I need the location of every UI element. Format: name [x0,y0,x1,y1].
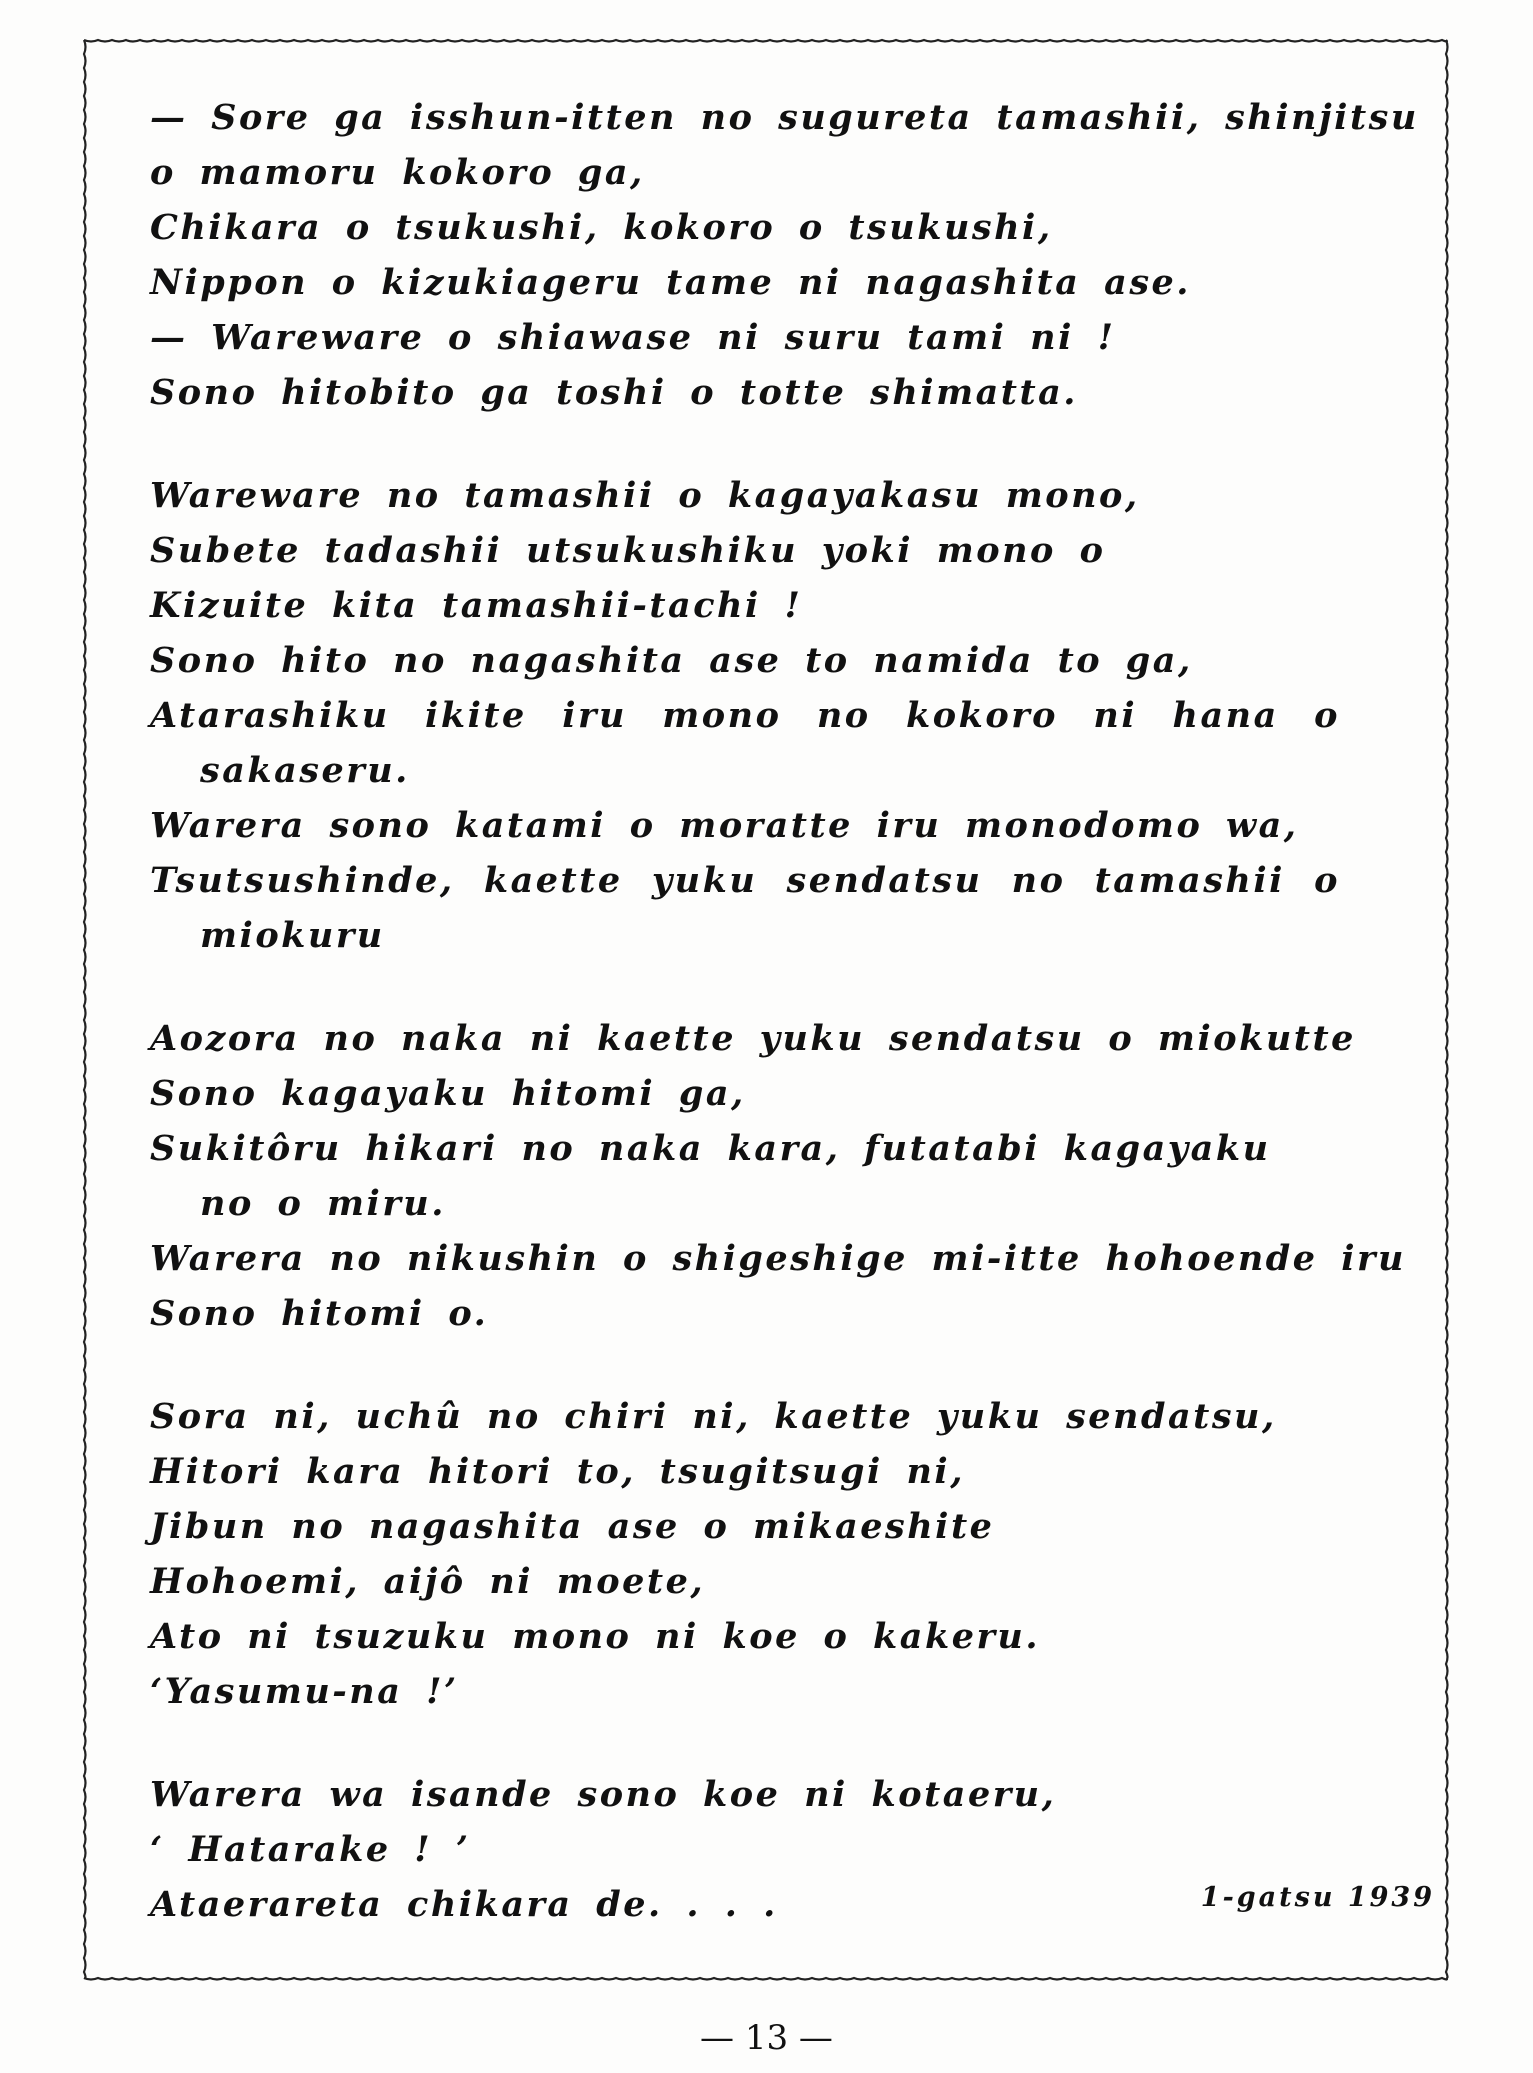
poem-line: Nippon o kizukiageru tame ni nagashita ase. [150,262,1191,303]
poem-line: Chikara o tsukushi, kokoro o tsukushi, [150,207,1053,248]
poem-line: Atarashiku ikite iru mono no kokoro ni hana o [150,695,1340,736]
poem-line: Warera no nikushin o shigeshige mi-itte hohoende iru [150,1238,1406,1279]
poem-line: ‘ Hatarake ! ’ [150,1829,471,1870]
poem-line: — Wareware o shiawase ni suru tami ni ! [150,317,1116,358]
poem-line: — Sore ga isshun-itten no sugureta tamashii, shinjitsu [150,97,1419,138]
poem-line: Hohoemi, aijô ni moete, [150,1561,706,1602]
poem-line: Sono hitobito ga toshi o totte shimatta. [150,372,1078,413]
poem-line: Warera wa isande sono koe ni kotaeru, [150,1774,1057,1815]
stanza [150,1389,1365,1719]
poem-line: Sora ni, uchû no chiri ni, kaette yuku sendatsu, [150,1396,1277,1437]
stanza [150,468,1365,963]
poem-line: miokuru [200,915,385,956]
poem-line: Kizuite kita tamashii-tachi ! [150,585,803,626]
poem-line: Warera sono katami o moratte iru monodomo wa, [150,805,1299,846]
stanza [150,1011,1406,1341]
stanza [150,90,1419,420]
poem-line: Tsutsushinde, kaette yuku sendatsu no tamashii o [150,860,1340,901]
poem-line: sakaseru. [200,750,410,791]
poem-line: Aozora no naka ni kaette yuku sendatsu o miokutte [150,1018,1356,1059]
poem-line: ‘Yasumu-na !’ [150,1671,459,1712]
poem-date: 1-gatsu 1939 [1200,1882,1435,1913]
poem-line: Wareware no tamashii o kagayakasu mono, [150,475,1140,516]
poem-line: Jibun no nagashita ase o mikaeshite [150,1506,995,1547]
poem-line: Subete tadashii utsukushiku yoki mono o [150,530,1106,571]
poem-line: Sono kagayaku hitomi ga, [150,1073,746,1114]
stanza [150,1767,1365,1932]
poem-line: Ataerareta chikara de. . . . [150,1884,778,1925]
poem-line: Ato ni tsuzuku mono ni koe o kakeru. [150,1616,1041,1657]
poem-line: o mamoru kokoro ga, [150,152,645,193]
poem-line: Sukitôru hikari no naka kara, futatabi kagayaku [150,1128,1271,1169]
poem-line: Sono hitomi o. [150,1293,489,1334]
poem-line: Hitori kara hitori to, tsugitsugi ni, [150,1451,965,1492]
poem-line: no o miru. [200,1183,446,1224]
page-number: — 13 — [700,2018,833,2058]
poem-body [150,90,1419,1980]
poem-line: Sono hito no nagashita ase to namida to ga, [150,640,1193,681]
